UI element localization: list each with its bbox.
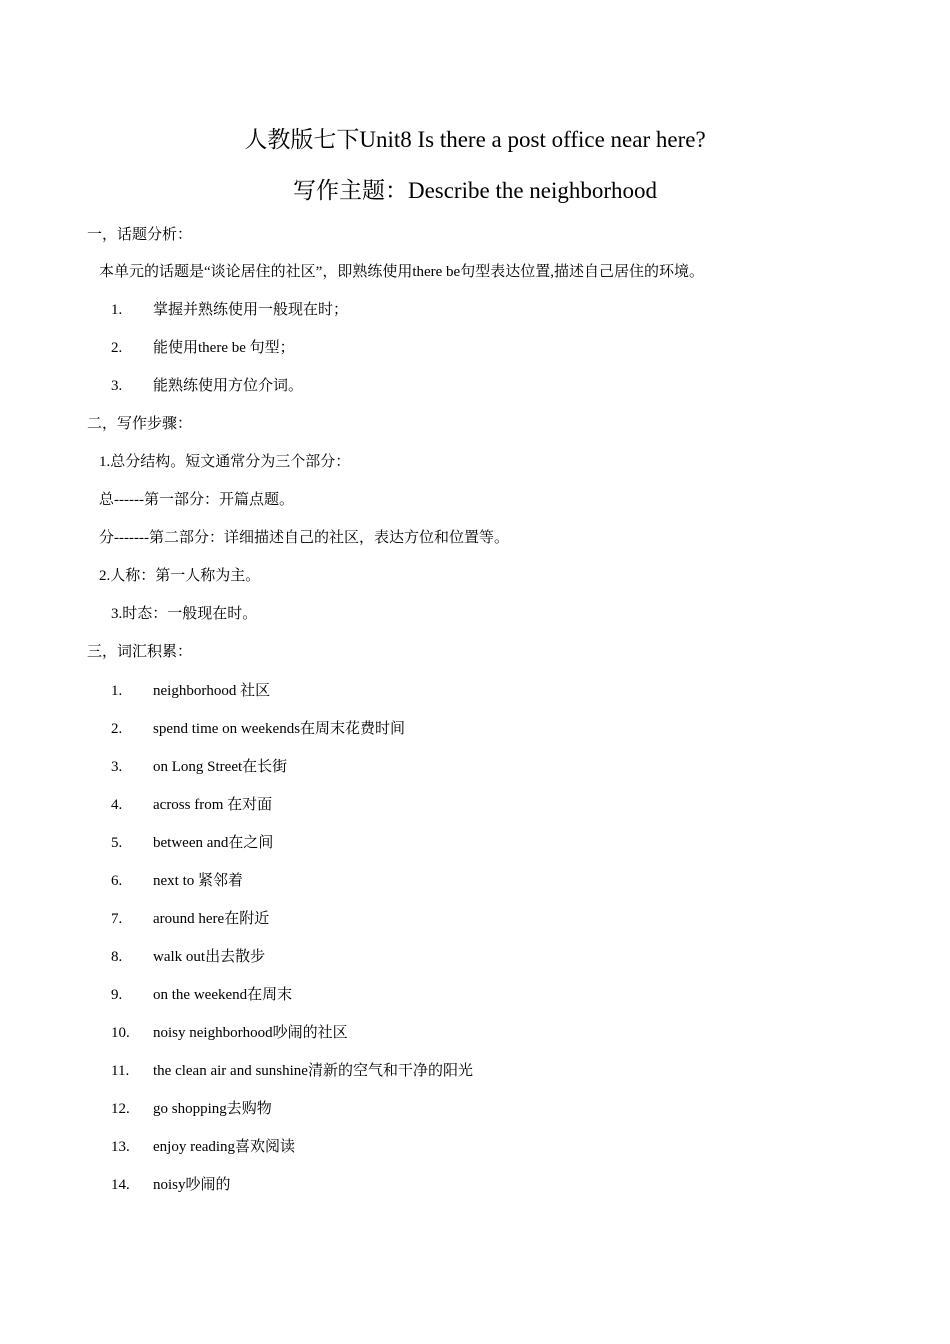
vocab-item: neighborhood 社区 — [153, 683, 271, 699]
vocab-item: next to 紧邻着 — [153, 873, 243, 889]
document-subtitle: 写作主题：Describe the neighborhood — [292, 178, 658, 203]
vocab-item: noisy neighborhood吵闹的社区 — [153, 1025, 348, 1041]
list-number: 2. — [111, 340, 123, 356]
vocab-item: go shopping去购物 — [153, 1101, 272, 1117]
section1-heading: 一，话题分析： — [87, 227, 193, 243]
list-number: 1. — [111, 302, 123, 318]
list-number: 12. — [111, 1101, 130, 1117]
list-number: 11. — [111, 1063, 130, 1079]
vocab-item: between and在之间 — [153, 835, 274, 851]
list-number: 4. — [111, 797, 123, 813]
list-item: 能使用there be 句型； — [153, 340, 295, 356]
list-number: 2. — [111, 721, 123, 737]
list-number: 8. — [111, 949, 123, 965]
section3-heading: 三，词汇积累： — [87, 644, 193, 660]
vocab-item: walk out出去散步 — [153, 949, 266, 965]
list-number: 3. — [111, 378, 123, 394]
list-number: 9. — [111, 987, 123, 1003]
vocab-item: spend time on weekends在周末花费时间 — [153, 721, 406, 737]
list-number: 14. — [111, 1177, 130, 1193]
section1-intro: 本单元的话题是“谈论居住的社区”，即熟练使用there be句型表达位置,描述自己居住的环境。 — [99, 264, 704, 280]
list-item: 掌握并熟练使用一般现在时； — [153, 302, 349, 318]
vocab-item: noisy吵闹的 — [153, 1177, 231, 1193]
vocab-item: around here在附近 — [153, 911, 270, 927]
list-item: 能熟练使用方位介词。 — [153, 378, 304, 394]
list-number: 3. — [111, 759, 123, 775]
list-number: 6. — [111, 873, 123, 889]
vocab-item: the clean air and sunshine清新的空气和干净的阳光 — [153, 1063, 473, 1079]
section2-line: 2.人称：第一人称为主。 — [99, 568, 261, 584]
section2-line: 3.时态：一般现在时。 — [111, 606, 258, 622]
list-number: 10. — [111, 1025, 130, 1041]
section2-heading: 二，写作步骤： — [87, 416, 193, 432]
vocab-item: across from 在对面 — [153, 797, 273, 813]
vocab-item: on the weekend在周末 — [153, 987, 293, 1003]
section2-line: 1.总分结构。短文通常分为三个部分： — [99, 454, 351, 470]
vocab-item: on Long Street在长街 — [153, 759, 288, 775]
list-number: 7. — [111, 911, 123, 927]
list-number: 1. — [111, 683, 123, 699]
vocab-item: enjoy reading喜欢阅读 — [153, 1139, 296, 1155]
document-title: 人教版七下Unit8 Is there a post office near here? — [244, 127, 706, 152]
list-number: 13. — [111, 1139, 130, 1155]
list-number: 5. — [111, 835, 123, 851]
section2-line: 分-------第二部分：详细描述自己的社区，表达方位和位置等。 — [99, 530, 509, 546]
section2-line: 总------第一部分：开篇点题。 — [99, 492, 294, 508]
